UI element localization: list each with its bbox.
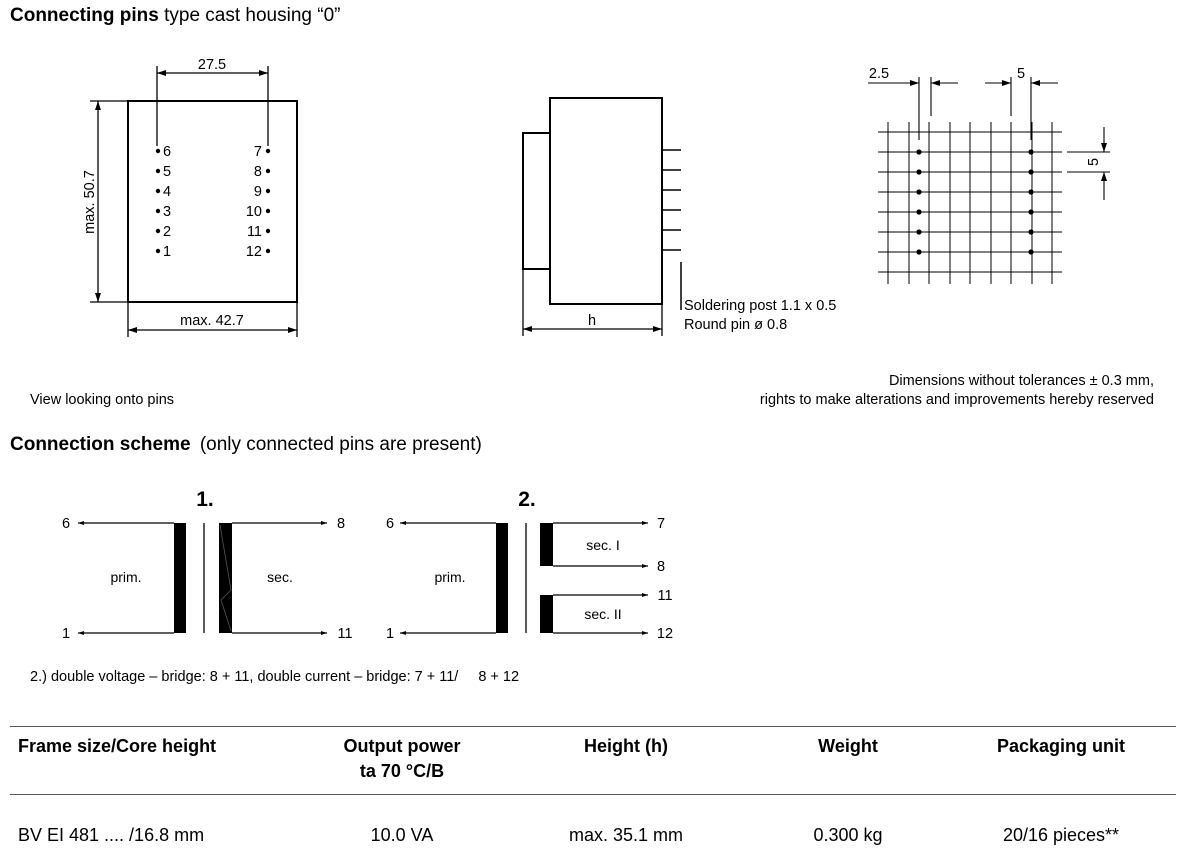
- s2-pin-11: 11: [657, 588, 673, 604]
- dim-5-vertical: 5: [1086, 157, 1102, 167]
- pins-heading-rest: type cast housing “0”: [164, 5, 341, 26]
- pin-label-right: 7: [253, 144, 262, 160]
- s2-sec1-label: sec. I: [586, 537, 620, 553]
- scheme-1-coils: [174, 523, 232, 633]
- scheme-2-coils: [496, 523, 553, 633]
- footnote: [30, 669, 519, 685]
- pin-label-right: 12: [245, 244, 262, 260]
- pin-label-left: 2: [163, 224, 172, 240]
- dim-2-5: 2.5: [868, 66, 890, 82]
- table-cell: 10.0 VA: [370, 825, 434, 845]
- s1-pin-1: 1: [61, 626, 71, 642]
- s1-pin-8: 8: [336, 516, 346, 532]
- pin-label-left: 1: [163, 244, 172, 260]
- s1-prim-label: prim.: [110, 569, 142, 585]
- table-cell: max. 35.1 mm: [568, 825, 684, 845]
- pin-label-left: 6: [163, 144, 172, 160]
- table-cell: 0.300 kg: [813, 825, 883, 845]
- tolerance-line-2: rights to make alterations and improvements hereby reserved: [759, 392, 1154, 408]
- tolerance-line-1: Dimensions without tolerances ± 0.3 mm,: [888, 373, 1154, 389]
- table-top-rule: [10, 726, 1176, 727]
- s2-pin-6: 6: [385, 516, 395, 532]
- soldering-post-note: Soldering post 1.1 x 0.5: [684, 298, 837, 314]
- pin-label-left: 5: [163, 164, 172, 180]
- scheme-heading-rest: (only connected pins are present): [199, 434, 482, 455]
- table-mid-rule: [10, 794, 1176, 795]
- pins-heading-bold: Connecting pins: [10, 5, 159, 26]
- s1-sec-label: sec.: [267, 569, 293, 585]
- footnote-tail: 8 + 12: [478, 669, 520, 685]
- dim-max-50-7: max. 50.7: [82, 170, 98, 234]
- dim-h: h: [587, 313, 597, 329]
- s2-pin-12: 12: [656, 626, 674, 642]
- table-cell: BV EI 481 .... /16.8 mm: [18, 825, 205, 845]
- table-header-cell: Output power ta 70 °C/B: [343, 736, 461, 781]
- pin-label-right: 11: [246, 224, 262, 240]
- table-header-cell: Packaging unit: [996, 736, 1126, 756]
- s2-pin-1: 1: [385, 626, 395, 642]
- table-header-cell: Frame size/Core height: [18, 736, 217, 756]
- s1-pin-11: 11: [337, 626, 353, 642]
- round-pin-note: Round pin ø 0.8: [684, 317, 788, 333]
- table-cell: 20/16 pieces**: [1002, 825, 1120, 845]
- dim-5-horizontal: 5: [1016, 66, 1026, 82]
- pin-label-right: 9: [253, 184, 262, 200]
- scheme-heading-bold: Connection scheme: [10, 434, 191, 455]
- s1-pin-6: 6: [61, 516, 71, 532]
- dim-27-5: 27.5: [197, 57, 227, 73]
- scheme-2-number: 2.: [518, 488, 536, 511]
- s2-pin-8: 8: [656, 559, 666, 575]
- pin-label-left: 4: [163, 184, 172, 200]
- s2-prim-label: prim.: [434, 569, 466, 585]
- table-header-cell: Height (h): [584, 736, 668, 756]
- pin-label-right: 8: [253, 164, 262, 180]
- footnote-text: 2.) double voltage – bridge: 8 + 11, double current – bridge: 7 + 11/: [30, 669, 459, 685]
- s2-pin-7: 7: [656, 516, 666, 532]
- s2-sec2-label: sec. II: [584, 606, 622, 622]
- scheme-1-number: 1.: [196, 488, 214, 511]
- view-caption: View looking onto pins: [30, 392, 175, 408]
- pin-label-right: 10: [245, 204, 262, 220]
- dim-max-42-7: max. 42.7: [180, 313, 244, 329]
- table-header-cell: Weight: [818, 736, 878, 756]
- pin-label-left: 3: [163, 204, 172, 220]
